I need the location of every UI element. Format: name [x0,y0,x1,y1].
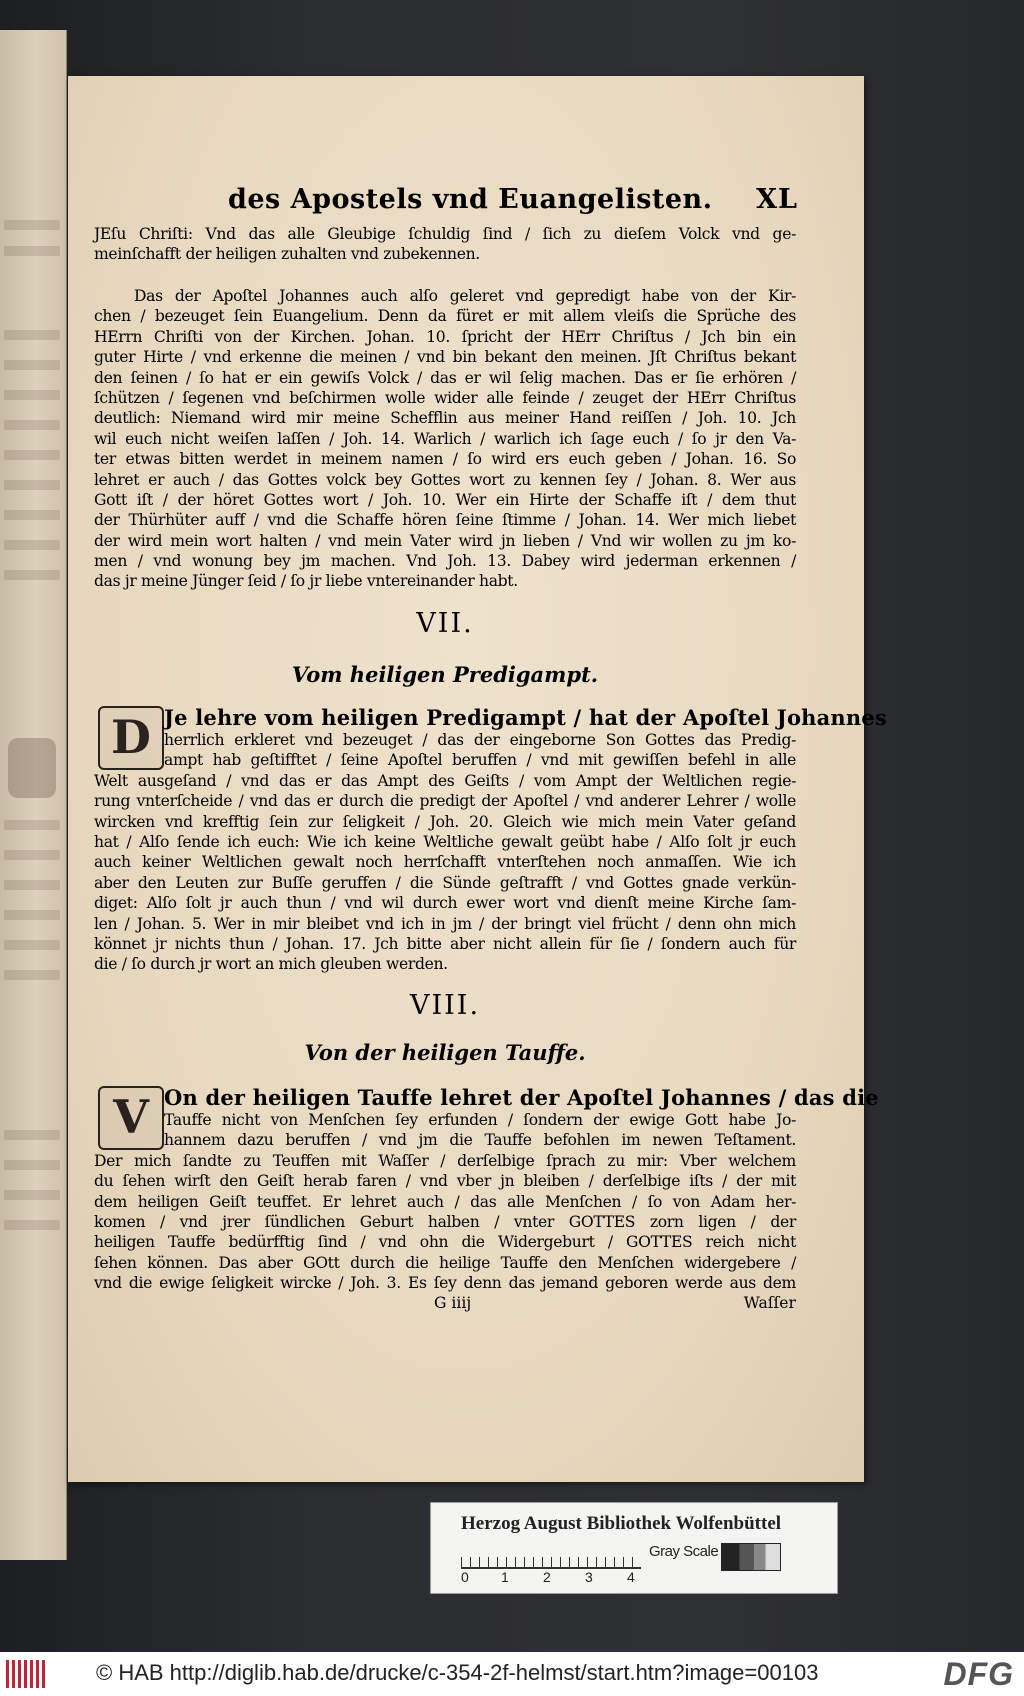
gray-scale-swatch [721,1543,781,1571]
text-line: len / Johan. 5. Wer in mir bleibet vnd ich in jm / der bringt viel frücht / denn ohn mich [94,914,796,933]
dfg-logo: DFG [943,1656,1014,1692]
section-title: Von der heiligen Tauffe. [304,1040,586,1065]
text-line: aber den Leuten zur Buſſe geruffen / die Sünde geſtrafft / vnd Gottes gnade verkün- [94,873,796,892]
section-7-text [94,705,887,975]
ghost-text [4,1190,60,1200]
ghost-text [4,1130,60,1140]
ghost-text [4,360,60,370]
ruler-label: 0 [461,1569,469,1585]
ghost-text [4,910,60,920]
decorated-initial: D [98,706,164,770]
hab-logo-icon [6,1660,46,1688]
text-line: könnet jr nichts thun / Johan. 17. Jch bitte aber nicht allein für ſie / ſondern auch für [94,934,796,953]
ghost-text [4,820,60,830]
scale-ruler [461,1547,641,1569]
ghost-text [4,330,60,340]
book-page [68,76,887,1482]
paragraph-church [94,286,796,592]
ghost-text [4,220,60,230]
ghost-text [4,390,60,400]
section-8-text [94,1085,879,1316]
text-line: du ſehen wirſt den Geiſt herab faren / vnd vber jn bleiben / derſelbige iſts / der mit [94,1172,796,1191]
text-line: Je lehre vom heiligen Predigampt / hat der Apoſtel Johannes [164,705,887,730]
text-line: rung vnterſcheide / vnd das er durch die predigt der Apoſtel / vnd anderer Lehrer / wolle [94,792,796,811]
text-line: Gott iſt / der höret Gottes wort / Joh. 10. Wer ein Hirte der Schaffe iſt / dem thut [94,490,796,509]
text-line: diget: Alſo ſolt jr auch thun / vnd wil durch ewer wort vnd dienſt meine Kirche ſam- [94,894,796,913]
catchword: Waſſer [743,1293,796,1312]
text-line: On der heiligen Tauffe lehret der Apoſtel Johannes / das die [164,1085,879,1110]
text-line: HErrn Chriſti von der Kirchen. Johan. 10. ſpricht der HErr Chriſtus / Jch bin ein [94,327,796,346]
page-footer-line [94,1294,796,1316]
facing-page-initial [8,738,56,798]
ruler-label: 2 [543,1569,551,1585]
gray-scale-label: Gray Scale [649,1543,719,1560]
text-line: vnd die ewige ſeligkeit wircke / Joh. 3. Es ſey denn das jemand geboren werde aus dem [94,1274,796,1293]
ghost-text [4,880,60,890]
text-line: Das der Apoſtel Johannes auch alſo geleret vnd gepredigt habe von der Kir- [134,287,796,305]
ruler-labels [461,1569,661,1587]
text-line: ampt hab geſtifftet / ſeine Apoſtel beruffen / vnd mit gewiſſen befehl in alle [164,751,796,770]
ghost-text [4,450,60,460]
text-line: hannem dazu beruffen / vnd jm die Tauffe befohlen im newen Teſtament. [164,1131,796,1150]
text-line: wircken vnd krefftig ſein zur ſeligkeit / Joh. 20. Gleich wie mich mein Vater geſand [94,812,796,831]
ruler-label: 3 [585,1569,593,1585]
text-line: lehret er auch / das Gottes volck bey Gottes wort zu kennen ſey / Johan. 8. Wer aus [94,470,796,489]
color-reference-card [430,1502,838,1594]
ghost-text [4,246,60,256]
ghost-text [4,970,60,980]
text-line: men / vnd wonung bey jm machen. Vnd Joh. 13. Dabey wird jederman erkennen / [94,552,796,571]
text-line: deutlich: Niemand wird mir meine Schefflin aus meiner Hand reiſſen / Joh. 10. Jch [94,409,796,428]
signature-mark: G iiij [434,1293,472,1312]
text-line: dem heiligen Geiſt teuffet. Er lehret auch / das alle Menſchen / ſo von Adam her- [94,1192,796,1211]
ghost-text [4,480,60,490]
section-number: VIII. [409,990,481,1021]
ghost-text [4,420,60,430]
running-head [228,184,798,224]
decorated-initial: V [98,1086,164,1150]
text-line: heiligen Tauffe bedürfftig ſind / vnd ohn die Widergeburt / GOTTES reich nicht [94,1233,796,1252]
text-line: JEſu Chriſti: Vnd das alle Gleubige ſchuldig ſind / ſich zu dieſem Volck vnd ge- [94,225,796,243]
ruler-label: 4 [627,1569,635,1585]
text-line: der wird mein wort halten / vnd mein Vater wird jn lieben / Vnd wir wollen zu jm ko- [94,531,796,550]
ghost-text [4,1160,60,1170]
text-line: auch keiner Weltlichen gewalt noch herrſchafft vnterſtehen noch anmaſſen. Wie ich [94,853,796,872]
text-line: hat / Alſo ſende ich euch: Wie ich keine Weltliche gewalt geübt habe / Alſo ſolt jr euch [94,832,796,851]
library-name: Herzog August Bibliothek Wolfenbüttel [461,1513,782,1534]
text-line: chen / bezeuget ſein Euangelium. Denn da füret er mit allem vleiſs die Sprüche des [94,307,796,326]
text-line: Welt ausgeſand / vnd das er das Ampt des Geiſts / vom Ampt der Weltlichen regie- [94,771,796,790]
text-line: wil euch nicht weiſen laſſen / Joh. 14. Warlich / warlich ich ſage euch / ſo jr den Va- [94,429,796,448]
text-line: ſchützen / ſegenen vnd beſchirmen wolle wider alle feinde / zeuget der HErr Chriſtus [94,388,796,407]
footer-bar [0,1652,1024,1696]
section-number: VII. [416,608,474,639]
text-line: guter Hirte / vnd erkenne die meinen / vnd bin bekant den meinen. Jſt Chriſtus bekant [94,348,796,367]
ghost-text [4,850,60,860]
facing-page-edge [0,30,67,1560]
text-line: Tauffe nicht von Menſchen ſey erfunden / ſondern der ewige Gott habe Jo- [164,1111,796,1129]
section-title: Vom heiligen Predigampt. [291,662,599,687]
text-line: ter etwas bitten werdet in meinem namen / ſo wird ers euch geben / Johan. 16. So [94,450,796,469]
ghost-text [4,510,60,520]
text-line: Der mich ſandte zu Teuffen mit Waſſer / derſelbige ſprach zu mir: Vber welchem [94,1151,796,1170]
text-line: herrlich erkleret vnd bezeuget / das der eingeborne Son Gottes das Predig- [164,731,796,749]
text-line: meinſchafft der heiligen zuhalten vnd zubekennen. [94,245,480,264]
running-head-title: des Apostels vnd Euangelisten. [228,184,713,215]
text-line: der Thürhüter auff / vnd die Schaffe hören ſeine ſtimme / Johan. 14. Wer mich liebet [94,511,796,530]
ghost-text [4,570,60,580]
source-link[interactable]: © HAB http://diglib.hab.de/drucke/c-354-2f-helmst/start.htm?image=00103 [96,1660,819,1685]
ghost-text [4,540,60,550]
ruler-label: 1 [501,1569,509,1585]
text-line: den ſeinen / ſo hat er ein gewiſs Volck / das er wil ſelig machen. Das er ſie erhören / [94,368,796,387]
text-line: die / ſo durch jr wort an mich gleuben werden. [94,955,448,974]
folio-number: XL [756,184,798,215]
text-line: komen / vnd jrer ſündlichen Geburt halben / vnter GOTTES zorn ligen / der [94,1212,796,1231]
intro-text [94,224,796,265]
ghost-text [4,1220,60,1230]
text-line: das jr meine Jünger ſeid / ſo jr liebe vntereinander habt. [94,572,518,591]
ghost-text [4,940,60,950]
text-line: ſehen können. Das aber GOtt durch die heilige Tauffe den Menſchen widergebere / [94,1253,796,1272]
